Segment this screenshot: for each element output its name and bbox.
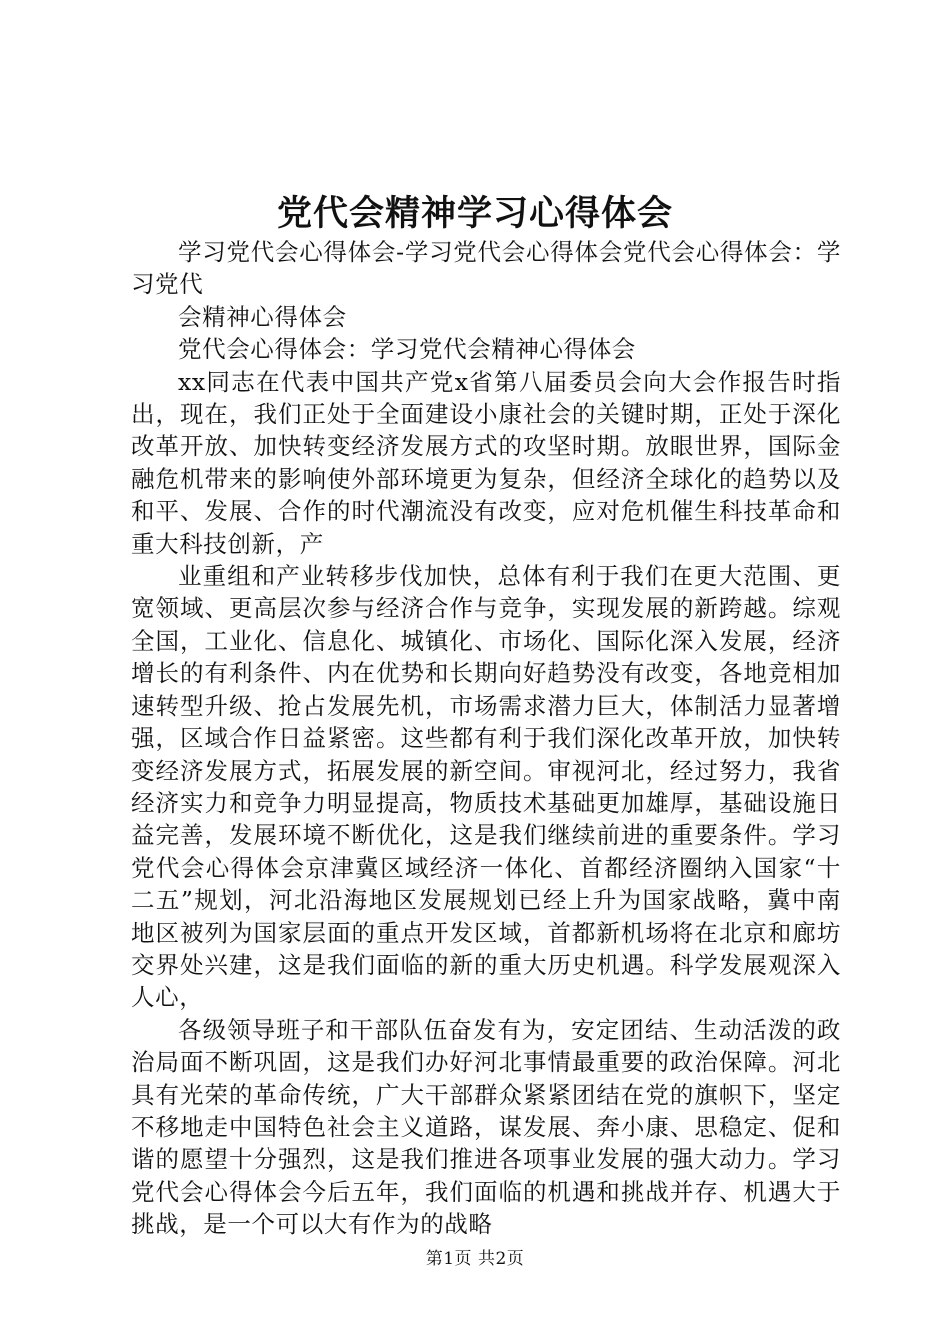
paragraph: 会精神心得体会	[178, 302, 347, 331]
paragraph: 业重组和产业转移步伐加快，总体有利于我们在更大范围、更宽领域、更高层次参与经济合作与竞争，实现发展的新跨越。综观全国，工业化、信息化、城镇化、市场化、国际化深入发展，经济增长的有利条件、内在优势和长期向好趋势没有改变，各地竞相加速转型升级、抢占发展先机，市场需求潜力巨大，体制活力显著增强，区域合作日益紧密。这些都有利于我们深化改革开放，加快转变经济发展方式，拓展发展的新空间。审视河北，经过努力，我省经济实力和竞争力明显提高，物质技术基础更加雄厚，基础设施日益完善，发展环境不断优化，这是我们继续前进的重要条件。学习党代会心得体会京津冀区域经济一体化、首都经济圈纳入国家“十二五”规划，河北沿海地区发展规划已经上升为国家战略，冀中南地区被列为国家层面的重点开发区域，首都新机场将在北京和廊坊交界处兴建，这是我们面临的新的重大历史机遇。科学发展观深入人心，	[131, 562, 841, 1012]
paragraph: xx同志在代表中国共产党x省第八届委员会向大会作报告时指出，现在，我们正处于全面建设小康社会的关键时期，正处于深化改革开放、加快转变经济发展方式的攻坚时期。放眼世界，国际金融危机带来的影响使外部环境更为复杂，但经济全球化的趋势以及和平、发展、合作的时代潮流没有改变，应对危机催生科技革命和重大科技创新，产	[131, 367, 841, 558]
page-number-footer: 第1页 共2页	[425, 1249, 525, 1269]
paragraph: 学习党代会心得体会-学习党代会心得体会党代会心得体会：学习党代	[131, 238, 841, 299]
page-title: 党代会精神学习心得体会	[276, 193, 673, 234]
paragraph: 各级领导班子和干部队伍奋发有为，安定团结、生动活泼的政治局面不断巩固，这是我们办好河北事情最重要的政治保障。河北具有光荣的革命传统，广大干部群众紧紧团结在党的旗帜下，坚定不移地走中国特色社会主义道路，谋发展、奔小康、思稳定、促和谐的愿望十分强烈，这是我们推进各项事业发展的强大动力。学习党代会心得体会今后五年，我们面临的机遇和挑战并存、机遇大于挑战，是一个可以大有作为的战略	[131, 1015, 841, 1239]
paragraph: 党代会心得体会：学习党代会精神心得体会	[178, 335, 636, 364]
document-body	[131, 236, 841, 1241]
